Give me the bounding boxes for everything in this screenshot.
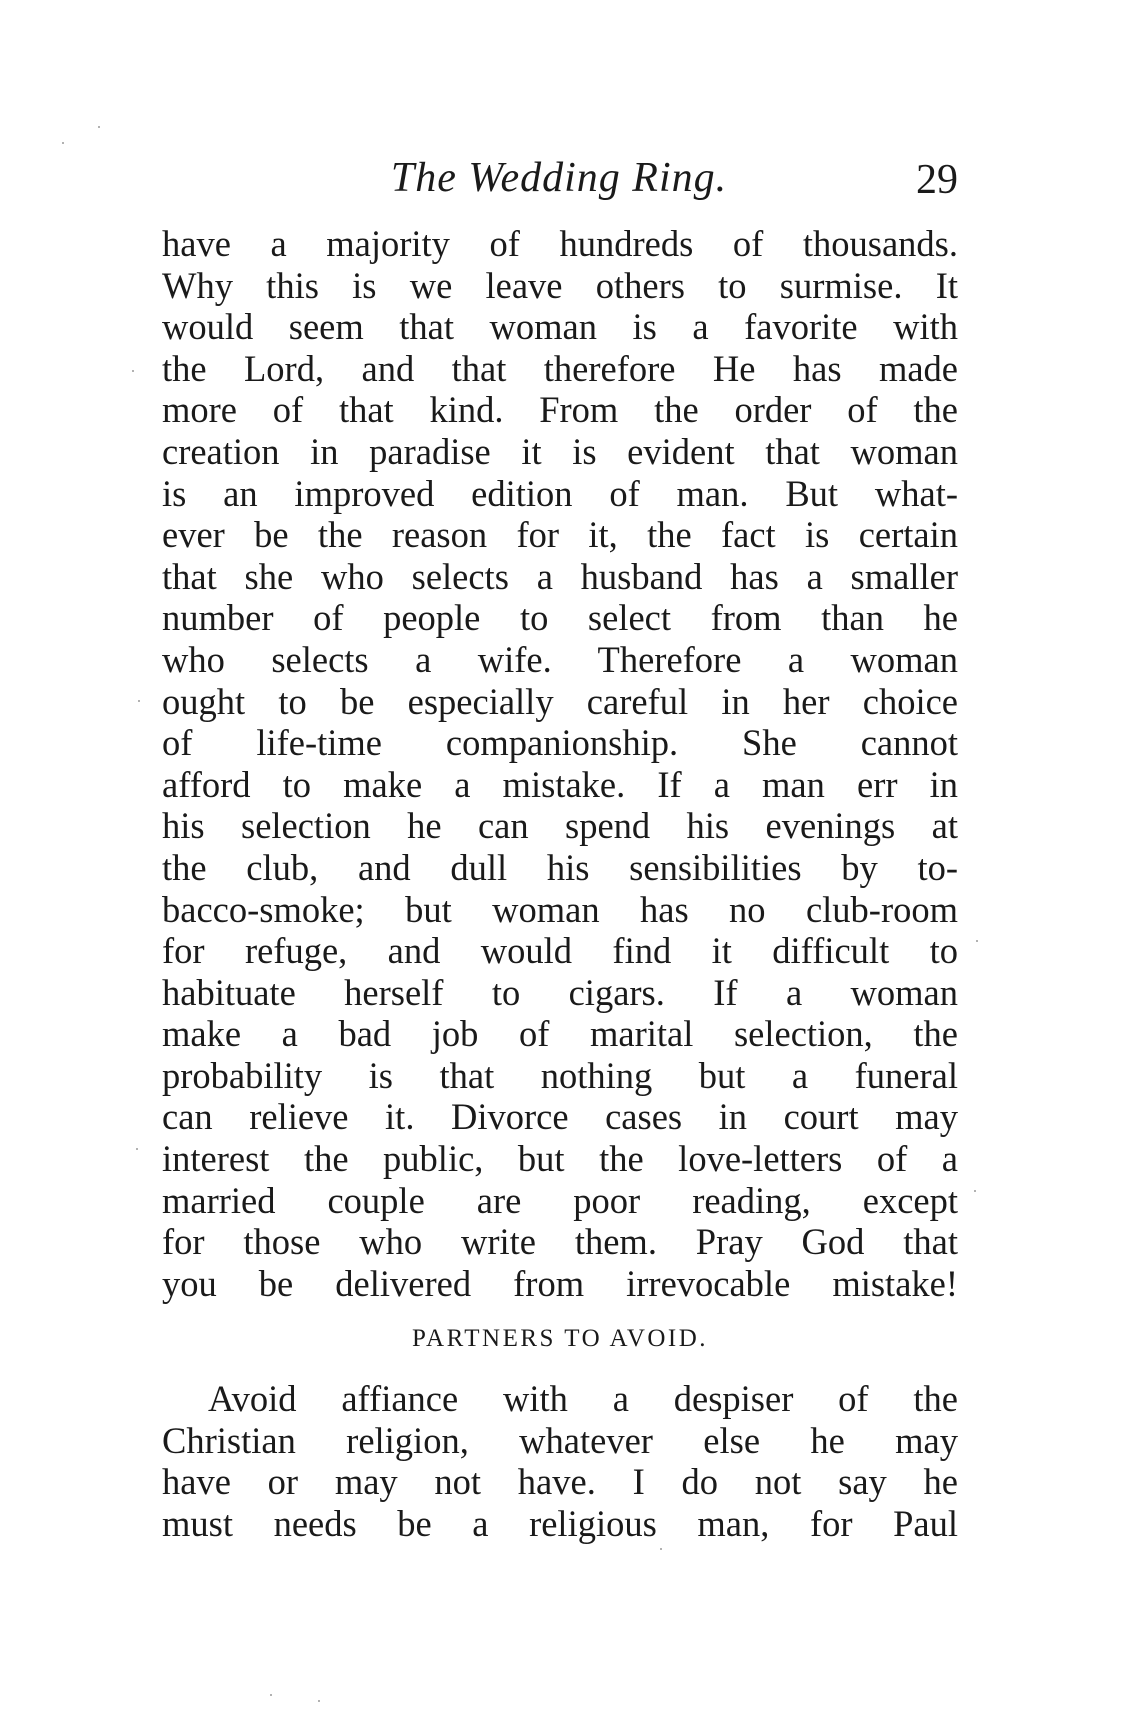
text-line: more of that kind. From the order of the [162, 389, 958, 431]
running-title: The Wedding Ring. [390, 155, 728, 201]
text-line: Why this is we leave others to surmise. It [162, 264, 958, 306]
text-line: make a bad job of marital selection, the [162, 1013, 958, 1055]
text-line: number of people to select from than he [162, 597, 958, 639]
text-line: ever be the reason for it, the fact is certain [162, 514, 958, 556]
text-line: you be delivered from irrevocable mistake! [162, 1262, 958, 1304]
text-line: ought to be especially careful in her choice [162, 680, 958, 722]
text-line: who selects a wife. Therefore a woman [162, 638, 958, 680]
text-line: have a majority of hundreds of thousands. [162, 223, 958, 264]
text-line: creation in paradise it is evident that woman [162, 430, 958, 472]
section-heading: PARTNERS TO AVOID. [411, 1325, 709, 1352]
paper-speck [138, 700, 140, 702]
text-line: have or may not have. I do not say he [162, 1461, 958, 1503]
text-line: habituate herself to cigars. If a woman [162, 971, 958, 1013]
paper-speck [62, 142, 64, 144]
paper-speck [976, 940, 978, 942]
section-paragraph [162, 1378, 958, 1544]
text-line: is an improved edition of man. But what- [162, 472, 958, 514]
paper-speck [660, 1548, 662, 1550]
text-line: would seem that woman is a favorite with [162, 306, 958, 348]
body-paragraph [162, 223, 958, 1304]
running-head [160, 150, 958, 206]
text-line: interest the public, but the love-letters of a [162, 1138, 958, 1180]
text-line: must needs be a religious man, for Paul [162, 1502, 958, 1544]
text-line: probability is that nothing but a funeral [162, 1054, 958, 1096]
text-line: can relieve it. Divorce cases in court may [162, 1096, 958, 1138]
text-line: the Lord, and that therefore He has made [162, 347, 958, 389]
paper-speck [318, 1700, 320, 1702]
text-line: afford to make a mistake. If a man err in [162, 763, 958, 805]
paper-speck [132, 370, 134, 372]
paper-speck [270, 1694, 272, 1696]
page-number: 29 [916, 157, 958, 203]
paper-speck [136, 1148, 138, 1150]
text-line: that she who selects a husband has a smaller [162, 555, 958, 597]
text-line: Avoid affiance with a despiser of the [208, 1378, 958, 1419]
text-line: married couple are poor reading, except [162, 1179, 958, 1221]
paper-speck [98, 126, 100, 128]
text-line: of life-time companionship. She cannot [162, 722, 958, 764]
text-line: the club, and dull his sensibilities by to- [162, 846, 958, 888]
text-line: for refuge, and would find it difficult to [162, 930, 958, 972]
paper-speck [974, 1190, 976, 1192]
text-line: for those who write them. Pray God that [162, 1221, 958, 1263]
text-line: Christian religion, whatever else he may [162, 1419, 958, 1461]
text-line: bacco-smoke; but woman has no club-room [162, 888, 958, 930]
text-line: his selection he can spend his evenings at [162, 805, 958, 847]
